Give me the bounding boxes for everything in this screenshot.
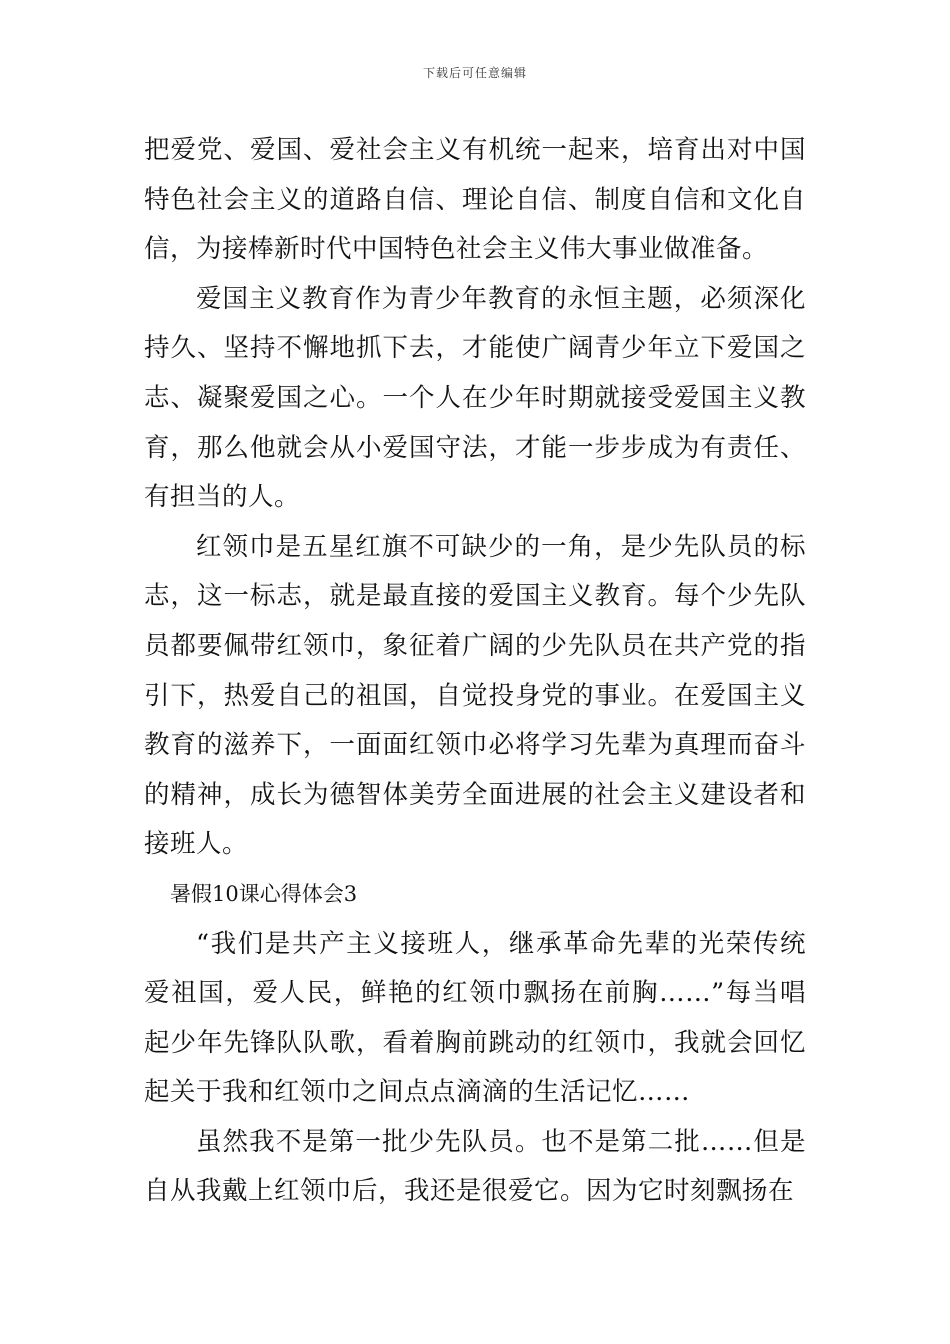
paragraph-2: 爱国主义教育作为青少年教育的永恒主题，必须深化持久、坚持不懈地抓下去，才能使广阔青少年立下爱国之志、凝聚爱国之心。一个人在少年时期就接受爱国主义教育，那么他就会从小爱国守法，才能一步步成为有责任、有担当的人。: [144, 283, 806, 513]
paragraph-4: “我们是共产主义接班人，继承革命先辈的光荣传统爱祖国，爱人民，鲜艳的红领巾飘扬在前胸……”每当唱起少年先锋队队歌，看着胸前跳动的红领巾，我就会回忆起关于我和红领巾之间点点滴滴的生活记忆……: [144, 928, 806, 1108]
document-body: [144, 126, 806, 1217]
paragraph-3: 红领巾是五星红旗不可缺少的一角，是少先队员的标志，这一标志，就是最直接的爱国主义教育。每个少先队员都要佩带红领巾，象征着广阔的少先队员在共产党的指引下，热爱自己的祖国，自觉投身党的事业。在爱国主义教育的滋养下，一面面红领巾必将学习先辈为真理而奋斗的精神，成长为德智体美劳全面进展的社会主义建设者和接班人。: [144, 531, 806, 860]
paragraph-1: 把爱党、爱国、爱社会主义有机统一起来，培育出对中国特色社会主义的道路自信、理论自信、制度自信和文化自信，为接棒新时代中国特色社会主义伟大事业做准备。: [144, 135, 806, 265]
section-heading: 暑假10课心得体会3: [170, 881, 358, 906]
paragraph-5: 虽然我不是第一批少先队员。也不是第二批……但是自从我戴上红领巾后，我还是很爱它。因为它时刻飘扬在: [144, 1126, 806, 1207]
page-header: 下载后可任意编辑: [422, 66, 527, 80]
